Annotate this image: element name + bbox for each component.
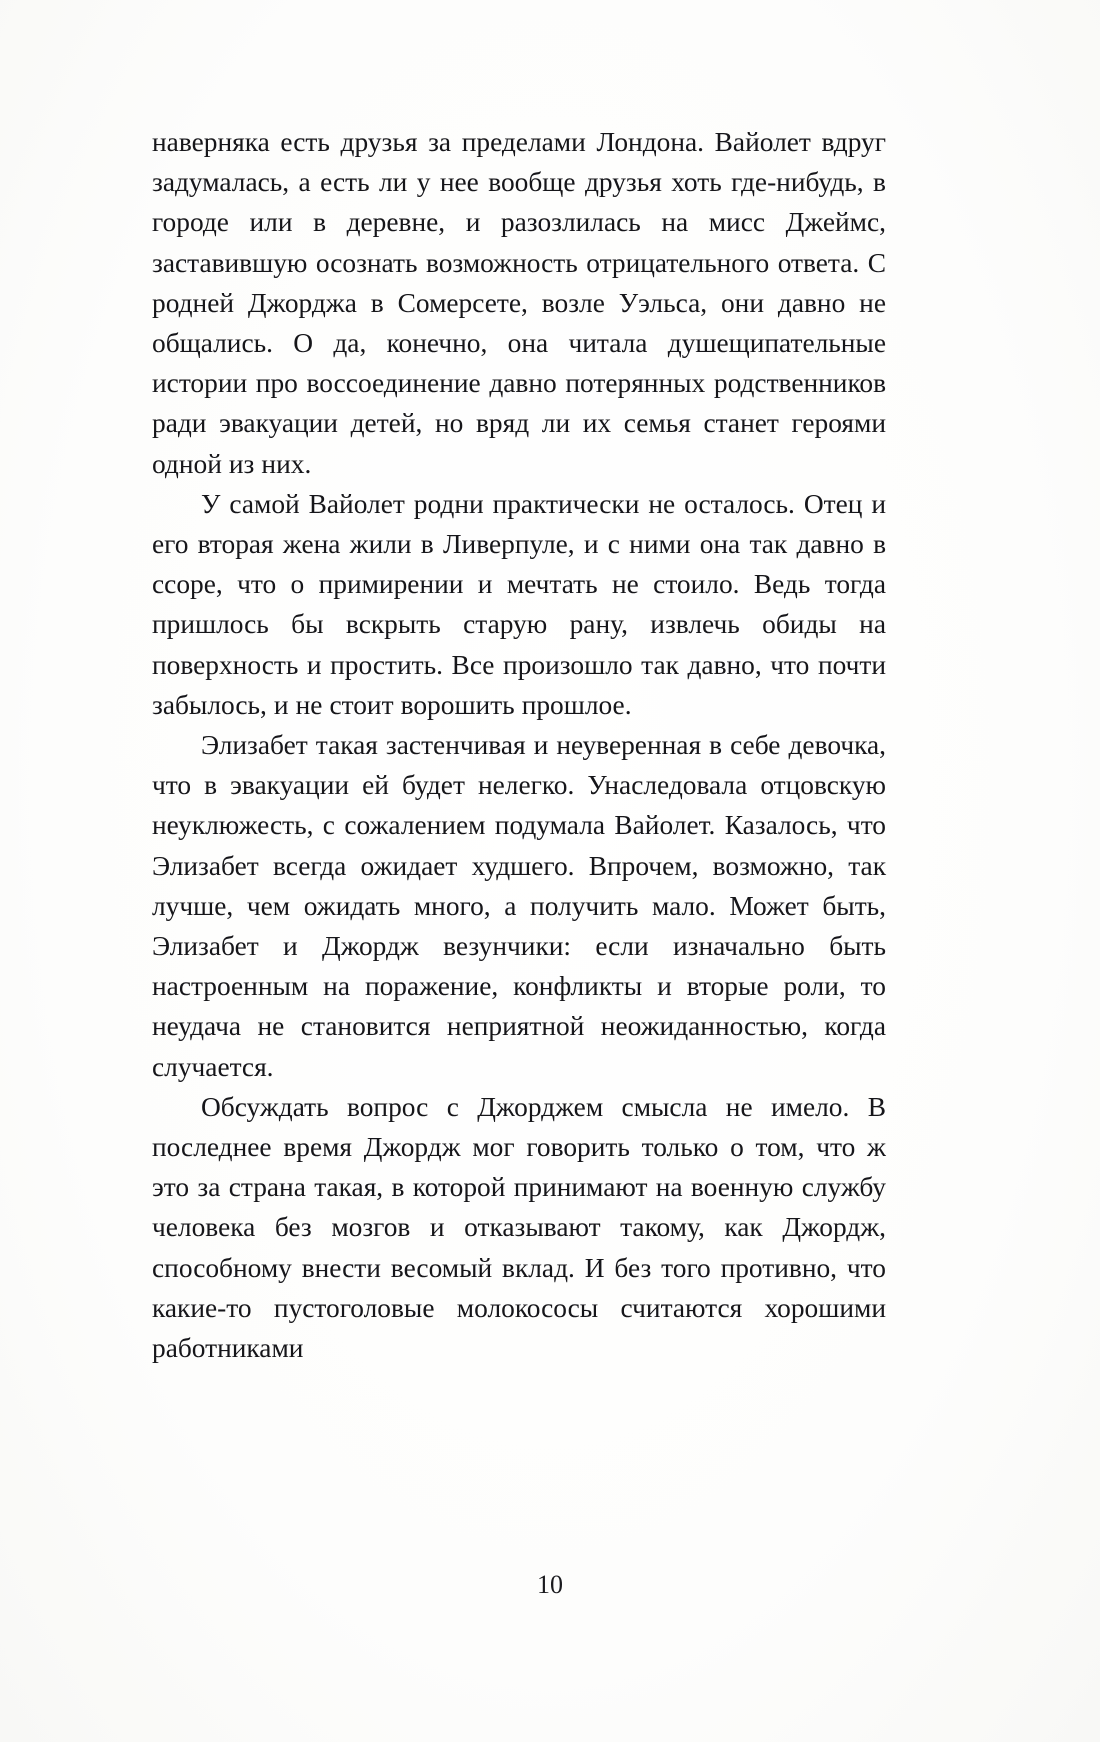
body-paragraph-1: наверняка есть друзья за пределами Лондона. Вайолет вдруг задумалась, а есть ли у нее вообще друзья хоть где-нибудь, в городе или в деревне, и разозлилась на мисс Джеймс, заставившую осознать возможность отрицательного ответа. С родней Джорджа в Сомерсете, возле Уэльса, они давно не общались. О да, конечно, она читала душещипательные истории про воссоединение давно потерянных родственников ради эвакуации детей, но вряд ли их семья станет героями одной из них. [152, 127, 886, 479]
body-paragraph-3: Элизабет такая застенчивая и неуверенная в себе девочка, что в эвакуации ей будет нелегко. Унаследовала отцовскую неуклюжесть, с сожалением подумала Вайолет. Казалось, что Элизабет всегда ожидает худшего. Впрочем, возможно, так лучше, чем ожидать много, а получить мало. Может быть, Элизабет и Джордж везунчики: если изначально быть настроенным на поражение, конфликты и вторые роли, то неудача не становится неприятной неожиданностью, когда случается. [152, 730, 886, 1082]
body-paragraph-2: У самой Вайолет родни практически не осталось. Отец и его вторая жена жили в Ливерпуле, и с ними она так давно в ссоре, что о примирении и мечтать не стоило. Ведь тогда пришлось бы вскрыть старую рану, извлечь обиды на поверхность и простить. Все произошло так давно, что почти забылось, и не стоит ворошить прошлое. [152, 488, 886, 720]
body-text-column [152, 122, 886, 1368]
page-number: 10 [537, 1570, 563, 1599]
body-paragraph-4: Обсуждать вопрос с Джорджем смысла не имело. В последнее время Джордж мог говорить только о том, что ж это за страна такая, в которой принимают на военную службу человека без мозгов и отказывают такому, как Джордж, способному внести весомый вклад. И без того противно, что какие-то пустоголовые молокососы считаются хорошими работниками [152, 1091, 886, 1364]
